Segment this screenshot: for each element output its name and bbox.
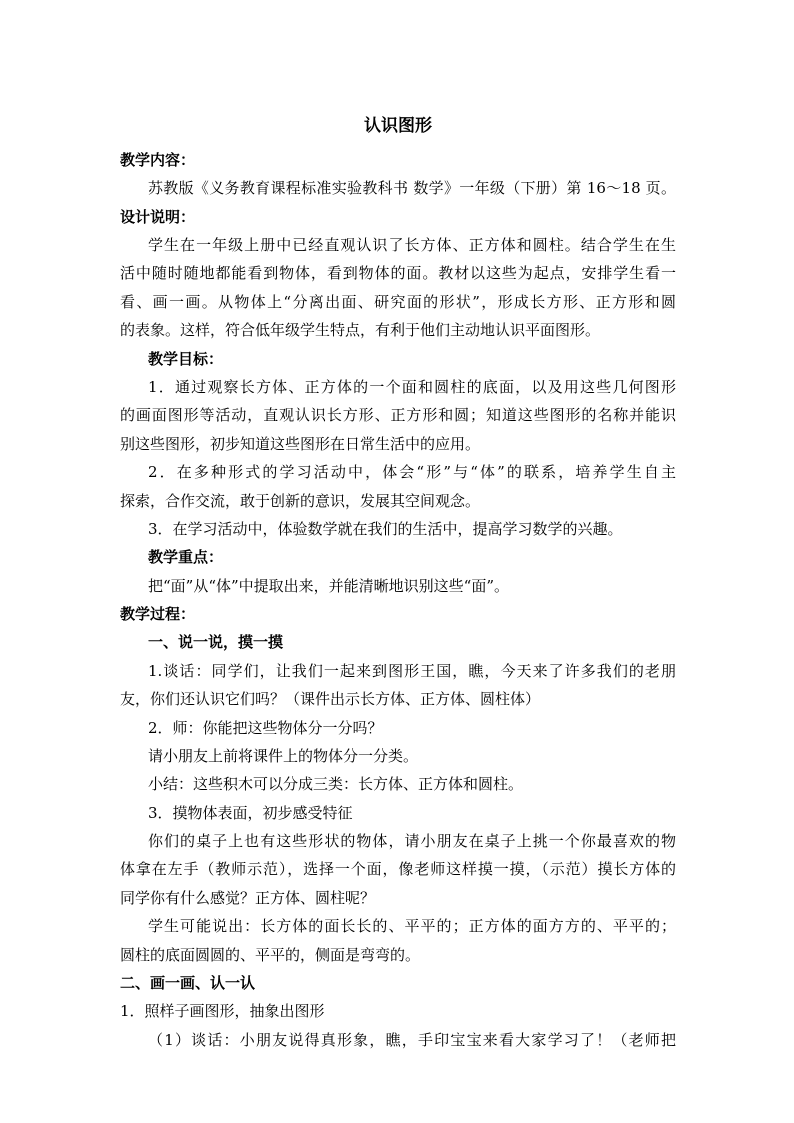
section-heading-content: 教学内容： — [120, 151, 196, 169]
paragraph-line: 把“面”从“体”中提取出来，并能清晰地识别这些“面”。 — [148, 577, 510, 595]
paragraph-line: 3．在学习活动中，体验数学就在我们的生活中，提高学习数学的兴趣。 — [148, 520, 623, 538]
paragraph-line: 小结：这些积木可以分成三类：长方体、正方体和圆柱。 — [148, 775, 524, 793]
paragraph-line: 活中随时随地都能看到物体，看到物体的面。教材以这些为起点，安排学生看一 — [120, 264, 676, 282]
paragraph-line: 探索，合作交流，敢于创新的意识，发展其空间观念。 — [120, 492, 481, 510]
section-heading-draw-recognize: 二、画一画、认一认 — [120, 974, 256, 992]
paragraph-line: 的画面图形等活动，直观认识长方形、正方形和圆；知道这些图形的名称并能识 — [120, 406, 676, 424]
section-heading-key-points: 教学重点： — [148, 548, 224, 566]
section-heading-design: 设计说明： — [120, 208, 196, 226]
paragraph-line: 2．在多种形式的学习活动中，体会“形”与“体”的联系，培养学生自主 — [148, 463, 676, 481]
paragraph-line: 1．通过观察长方体、正方体的一个面和圆柱的底面，以及用这些几何图形 — [148, 378, 676, 396]
section-heading-process: 教学过程： — [120, 605, 196, 623]
paragraph-line: 1．照样子画图形，抽象出图形 — [120, 1002, 325, 1020]
subheading-say-touch: 一、说一说，摸一摸 — [148, 633, 284, 651]
paragraph-line: 友，你们还认识它们吗？（课件出示长方体、正方体、圆柱体） — [120, 690, 541, 708]
paragraph-line: （1）谈话：小朋友说得真形象，瞧，手印宝宝来看大家学习了！（老师把 — [148, 1031, 676, 1049]
paragraph-line: 你们的桌子上也有这些形状的物体，请小朋友在桌子上挑一个你最喜欢的物 — [148, 832, 676, 850]
page-title: 认识图形 — [364, 116, 432, 136]
paragraph-line: 3．摸物体表面，初步感受特征 — [148, 804, 353, 822]
paragraph-line: 的表象。这样，符合低年级学生特点，有利于他们主动地认识平面图形。 — [120, 321, 601, 339]
section-heading-goals: 教学目标： — [148, 350, 224, 368]
paragraph-line: 1.谈话：同学们，让我们一起来到图形王国，瞧，今天来了许多我们的老朋 — [148, 662, 676, 680]
paragraph-line: 别这些图形，初步知道这些图形在日常生活中的应用。 — [120, 435, 481, 453]
paragraph-line: 学生可能说出：长方体的面长长的、平平的；正方体的面方方的、平平的； — [148, 917, 676, 935]
paragraph-line: 圆柱的底面圆圆的、平平的，侧面是弯弯的。 — [120, 946, 421, 964]
paragraph-line: 苏教版《义务教育课程标准实验教科书 数学》一年级（下册）第 16～18 页。 — [148, 179, 676, 197]
paragraph-line: 看、画一画。从物体上“分离出面、研究面的形状”，形成长方形、正方形和圆 — [120, 293, 676, 311]
paragraph-line: 同学你有什么感觉？正方体、圆柱呢？ — [120, 889, 376, 907]
paragraph-line: 2．师：你能把这些物体分一分吗？ — [148, 719, 383, 737]
paragraph-line: 请小朋友上前将课件上的物体分一分类。 — [148, 747, 419, 765]
paragraph-line: 体拿在左手（教师示范），选择一个面，像老师这样摸一摸，（示范）摸长方体的 — [120, 860, 676, 878]
paragraph-line: 学生在一年级上册中已经直观认识了长方体、正方体和圆柱。结合学生在生 — [148, 236, 676, 254]
